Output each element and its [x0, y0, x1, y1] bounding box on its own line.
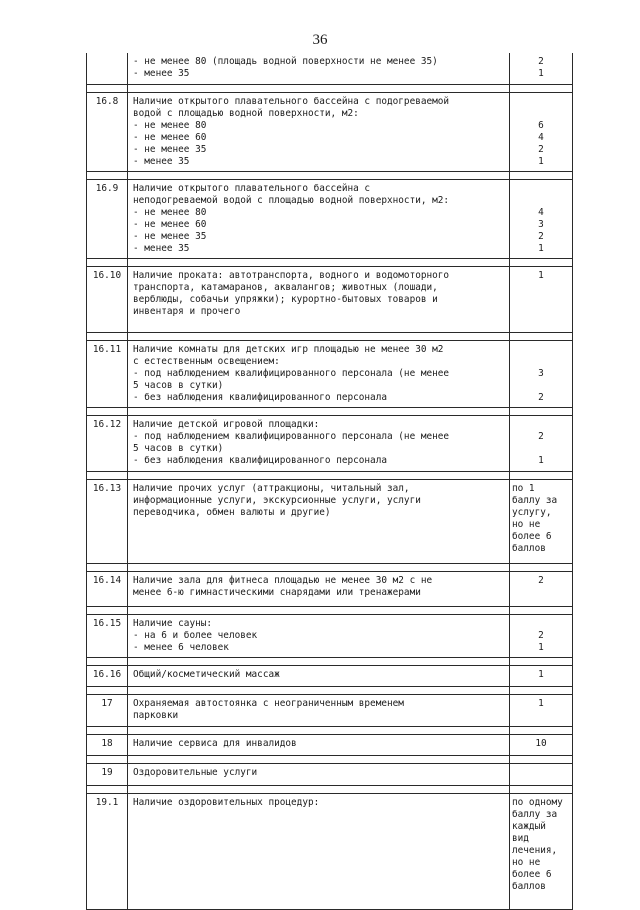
item-description: [128, 267, 510, 333]
row-gap: [87, 658, 573, 666]
description-line: переводчика, обмен валюты и другие): [133, 507, 331, 518]
gap-cell: [510, 259, 573, 267]
row-gap: [87, 259, 573, 267]
description-line: - под наблюдением квалифицированного персонала (не менее: [133, 431, 450, 442]
item-score: [510, 53, 573, 85]
gap-cell: [128, 727, 510, 735]
score-line: 2: [538, 392, 544, 403]
score-line: более 6: [512, 531, 552, 542]
description-line: - не менее 60: [133, 219, 207, 230]
score-line: баллов: [512, 543, 546, 554]
table-row: [87, 416, 573, 472]
description-line: Охраняемая автостоянка с неограниченным временем: [133, 698, 404, 709]
item-number: 16.13: [87, 480, 128, 564]
gap-cell: [510, 687, 573, 695]
gap-cell: [510, 658, 573, 666]
gap-cell: [87, 727, 128, 735]
gap-cell: [87, 172, 128, 180]
page-number: 36: [312, 32, 328, 48]
score-line: вид: [512, 833, 529, 844]
item-description: [128, 93, 510, 172]
row-gap: [87, 85, 573, 93]
table-row: [87, 735, 573, 756]
description-line: - менее 35: [133, 243, 190, 254]
row-gap: [87, 687, 573, 695]
gap-cell: [128, 687, 510, 695]
item-number: 16.9: [87, 180, 128, 259]
description-line: транспорта, катамаранов, аквалангов; животных (лошади,: [133, 282, 438, 293]
description-line: Оздоровительные услуги: [133, 767, 258, 778]
description-line: - без наблюдения квалифицированного персонала: [133, 455, 387, 466]
item-description: [128, 341, 510, 408]
score-line: 3: [538, 368, 544, 379]
item-description: [128, 666, 510, 687]
gap-cell: [128, 333, 510, 341]
gap-cell: [510, 727, 573, 735]
score-line: 1: [538, 68, 544, 79]
item-description: [128, 480, 510, 564]
row-gap: [87, 786, 573, 794]
score-line: 4: [538, 207, 544, 218]
table-row: [87, 267, 573, 333]
score-line: но не: [512, 519, 541, 530]
description-line: Наличие зала для фитнеса площадью не менее 30 м2 с не: [133, 575, 433, 586]
gap-cell: [87, 687, 128, 695]
description-line: Наличие открытого плавательного бассейна с: [133, 183, 371, 194]
item-description: [128, 794, 510, 910]
item-number: 16.16: [87, 666, 128, 687]
table-row: [87, 794, 573, 910]
description-line: - не менее 80: [133, 120, 207, 131]
score-line: баллу за: [512, 495, 558, 506]
row-gap: [87, 756, 573, 764]
table-row: [87, 53, 573, 85]
table-row: [87, 180, 573, 259]
row-gap: [87, 564, 573, 572]
score-line: но не: [512, 857, 541, 868]
item-score: [510, 180, 573, 259]
gap-cell: [510, 472, 573, 480]
row-gap: [87, 472, 573, 480]
score-line: [512, 419, 570, 431]
gap-cell: [87, 564, 128, 572]
item-number: 17: [87, 695, 128, 727]
item-number: 16.8: [87, 93, 128, 172]
score-line: [512, 356, 570, 368]
gap-cell: [87, 408, 128, 416]
description-line: - не менее 80 (площадь водной поверхности не менее 35): [133, 56, 438, 67]
score-line: [512, 767, 570, 779]
description-line: Наличие сауны:: [133, 618, 213, 629]
item-score: [510, 572, 573, 607]
item-description: [128, 695, 510, 727]
item-description: [128, 416, 510, 472]
score-line: [512, 344, 570, 356]
item-score: [510, 416, 573, 472]
description-line: - менее 6 человек: [133, 642, 229, 653]
score-line: по 1: [512, 483, 535, 494]
description-line: инвентаря и прочего: [133, 306, 241, 317]
description-line: - не менее 60: [133, 132, 207, 143]
description-line: Наличие комнаты для детских игр площадью не менее 30 м2: [133, 344, 444, 355]
score-line: 2: [538, 231, 544, 242]
description-line: 5 часов в сутки): [133, 443, 224, 454]
description-line: - на 6 и более человек: [133, 630, 258, 641]
gap-cell: [87, 756, 128, 764]
gap-cell: [128, 564, 510, 572]
score-line: 6: [538, 120, 544, 131]
row-gap: [87, 408, 573, 416]
description-line: неподогреваемой водой с площадью водной поверхности, м2:: [133, 195, 450, 206]
gap-cell: [510, 408, 573, 416]
item-description: [128, 764, 510, 786]
description-line: - под наблюдением квалифицированного персонала (не менее: [133, 368, 450, 379]
gap-cell: [87, 85, 128, 93]
criteria-table-body: [87, 53, 573, 910]
row-gap: [87, 172, 573, 180]
score-line: [512, 380, 570, 392]
item-score: [510, 666, 573, 687]
row-gap: [87, 607, 573, 615]
gap-cell: [128, 172, 510, 180]
score-line: 2: [538, 575, 544, 586]
description-line: - не менее 80: [133, 207, 207, 218]
gap-cell: [87, 786, 128, 794]
score-line: 2: [538, 630, 544, 641]
gap-cell: [87, 472, 128, 480]
table-row: [87, 93, 573, 172]
gap-cell: [87, 658, 128, 666]
description-line: Общий/косметический массаж: [133, 669, 280, 680]
table-row: [87, 695, 573, 727]
description-line: Наличие открытого плавательного бассейна с подогреваемой: [133, 96, 450, 107]
description-line: - не менее 35: [133, 231, 207, 242]
item-number: 16.11: [87, 341, 128, 408]
score-line: 2: [538, 431, 544, 442]
item-score: [510, 695, 573, 727]
gap-cell: [510, 786, 573, 794]
description-line: Наличие проката: автотранспорта, водного и водомоторного: [133, 270, 450, 281]
description-line: - не менее 35: [133, 144, 207, 155]
item-score: [510, 93, 573, 172]
score-line: 1: [538, 243, 544, 254]
item-score: [510, 794, 573, 910]
description-line: - менее 35: [133, 68, 190, 79]
score-line: [512, 183, 570, 195]
gap-cell: [128, 408, 510, 416]
item-score: [510, 615, 573, 658]
score-line: 1: [538, 270, 544, 281]
table-row: [87, 480, 573, 564]
item-score: [510, 735, 573, 756]
gap-cell: [510, 756, 573, 764]
description-line: Наличие оздоровительных процедур:: [133, 797, 320, 808]
score-line: 10: [535, 738, 547, 749]
score-line: 3: [538, 219, 544, 230]
score-line: 2: [538, 56, 544, 67]
gap-cell: [87, 607, 128, 615]
table-row: [87, 764, 573, 786]
gap-cell: [128, 786, 510, 794]
gap-cell: [510, 607, 573, 615]
score-line: каждый: [512, 821, 546, 832]
score-line: [512, 443, 570, 455]
item-number: 16.12: [87, 416, 128, 472]
description-line: водой с площадью водной поверхности, м2:: [133, 108, 359, 119]
score-line: по одному: [512, 797, 563, 808]
score-line: баллу за: [512, 809, 558, 820]
description-line: - без наблюдения квалифицированного персонала: [133, 392, 387, 403]
table-row: [87, 341, 573, 408]
score-line: услугу,: [512, 507, 552, 518]
item-number: [87, 53, 128, 85]
gap-cell: [128, 472, 510, 480]
description-line: - менее 35: [133, 156, 190, 167]
item-description: [128, 180, 510, 259]
row-gap: [87, 333, 573, 341]
score-line: [512, 108, 570, 120]
score-line: [512, 618, 570, 630]
item-number: 16.14: [87, 572, 128, 607]
row-gap: [87, 727, 573, 735]
score-line: 1: [538, 669, 544, 680]
item-description: [128, 735, 510, 756]
item-number: 19: [87, 764, 128, 786]
description-line: парковки: [133, 710, 179, 721]
description-line: Наличие сервиса для инвалидов: [133, 738, 297, 749]
item-number: 19.1: [87, 794, 128, 910]
item-number: 18: [87, 735, 128, 756]
gap-cell: [510, 564, 573, 572]
gap-cell: [510, 333, 573, 341]
gap-cell: [128, 607, 510, 615]
score-line: 1: [538, 455, 544, 466]
item-number: 16.15: [87, 615, 128, 658]
item-score: [510, 764, 573, 786]
description-line: менее 6-ю гимнастическими снарядами или тренажерами: [133, 587, 421, 598]
score-line: [512, 96, 570, 108]
gap-cell: [128, 259, 510, 267]
description-line: информационные услуги, экскурсионные услуги, услуги: [133, 495, 421, 506]
item-score: [510, 480, 573, 564]
item-description: [128, 572, 510, 607]
item-description: [128, 615, 510, 658]
criteria-table: [86, 53, 573, 910]
item-score: [510, 341, 573, 408]
gap-cell: [510, 172, 573, 180]
description-line: Наличие детской игровой площадки:: [133, 419, 320, 430]
item-number: 16.10: [87, 267, 128, 333]
table-row: [87, 572, 573, 607]
score-line: 1: [538, 698, 544, 709]
gap-cell: [510, 85, 573, 93]
gap-cell: [128, 85, 510, 93]
score-line: 2: [538, 144, 544, 155]
score-line: более 6: [512, 869, 552, 880]
gap-cell: [128, 658, 510, 666]
score-line: 1: [538, 642, 544, 653]
score-line: 4: [538, 132, 544, 143]
score-line: [512, 195, 570, 207]
description-line: верблюды, собачьи упряжки); курортно-бытовых товаров и: [133, 294, 438, 305]
score-line: 1: [538, 156, 544, 167]
description-line: 5 часов в сутки): [133, 380, 224, 391]
item-score: [510, 267, 573, 333]
score-line: баллов: [512, 881, 546, 892]
table-row: [87, 615, 573, 658]
gap-cell: [128, 756, 510, 764]
score-line: лечения,: [512, 845, 558, 856]
gap-cell: [87, 259, 128, 267]
description-line: с естественным освещением:: [133, 356, 280, 367]
table-row: [87, 666, 573, 687]
gap-cell: [87, 333, 128, 341]
description-line: Наличие прочих услуг (аттракционы, читальный зал,: [133, 483, 410, 494]
item-description: [128, 53, 510, 85]
